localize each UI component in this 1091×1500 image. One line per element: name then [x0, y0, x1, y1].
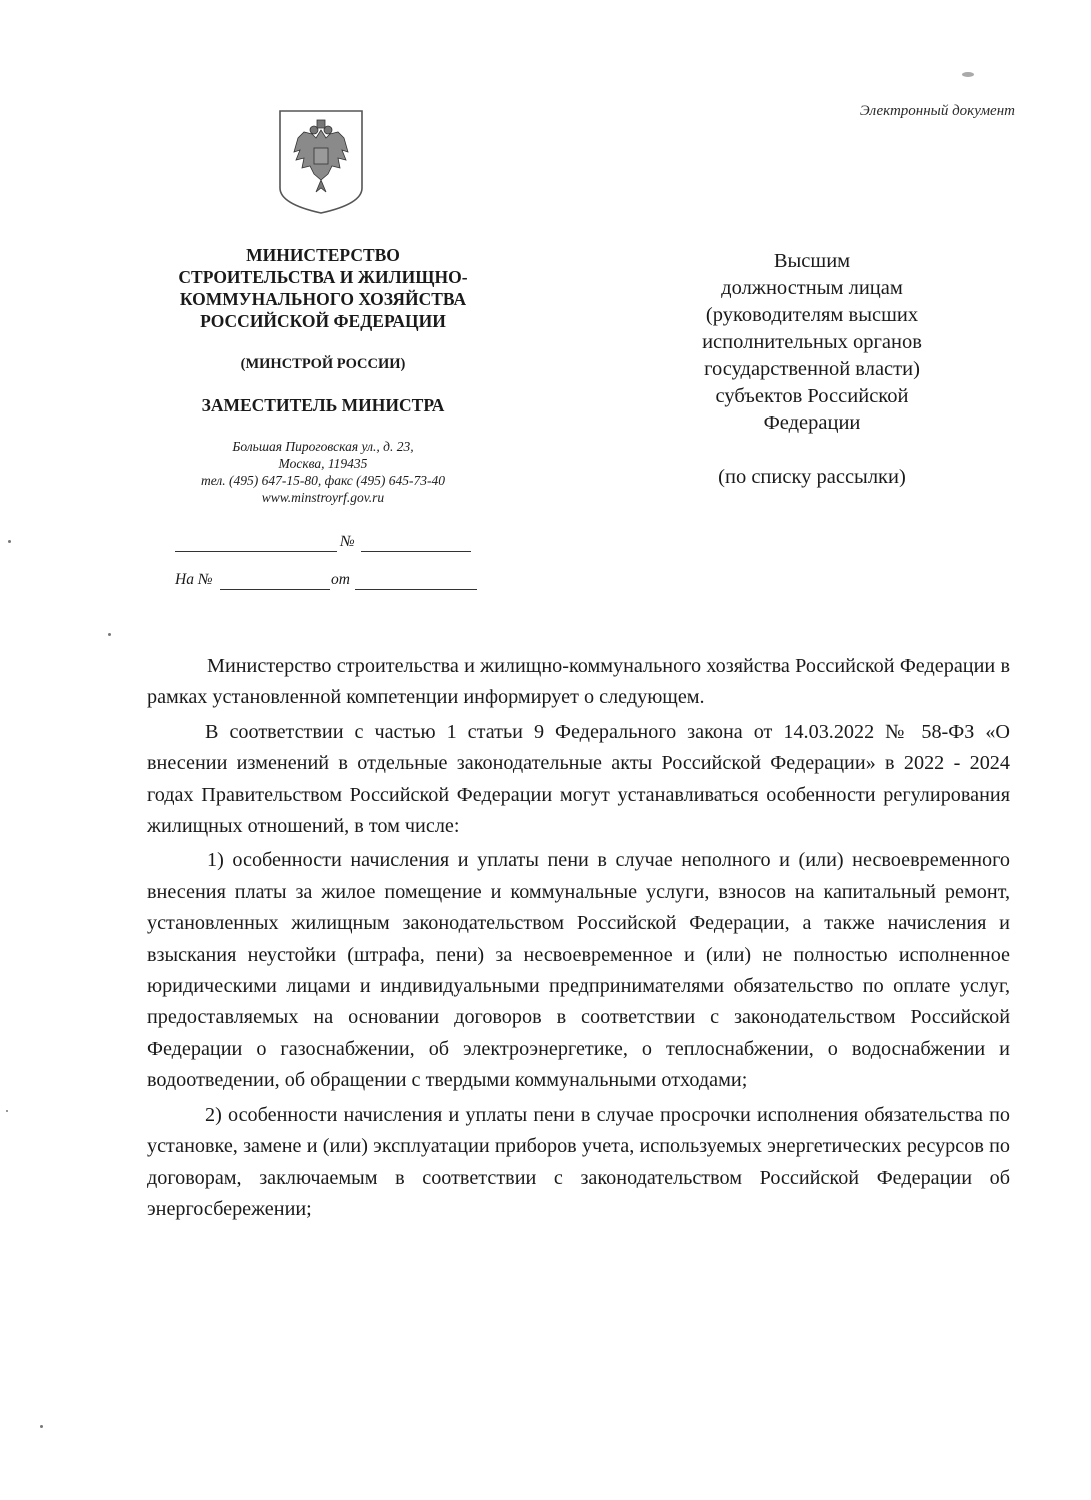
paragraph-law-reference: В соответствии с частью 1 статьи 9 Федерального закона от 14.03.2022 № 58-ФЗ «О внесении изменений в отдельные законодательные акты Российской Федерации» в 2022 - 2024 годах Правительством Российской Федерации могут устанавливаться особенности регулирования жилищных отношений, в том числе: — [147, 720, 1010, 838]
from-label: от — [331, 571, 350, 588]
scan-speck — [108, 633, 111, 636]
recipient-block: Высшим должностным лицам (руководителям высших исполнительных органов государственной власти) субъектов Российской Федерации (по списку рассылки) — [659, 248, 965, 491]
registration-number-line — [175, 533, 475, 555]
reference-line — [175, 571, 485, 593]
ministry-abbreviation: (МИНСТРОЙ РОССИИ) — [240, 356, 406, 372]
scan-speck — [8, 540, 11, 543]
paragraph-item-2: 2) особенности начисления и уплаты пени в случае просрочки исполнения обязательства по установке, замене и (или) эксплуатации приборов учета, используемых энергетических ресурсов по договорам, заключаемым в соответствии с законодательством Российской Федерации об энергосбережении; — [147, 1103, 1010, 1220]
russian-coat-of-arms-icon — [276, 108, 366, 216]
number-blank — [361, 551, 471, 552]
reference-label: На № — [175, 571, 213, 588]
mailing-list-note: (по списку рассылки) — [718, 466, 906, 488]
scan-speck — [962, 72, 974, 77]
letter-body — [147, 651, 1010, 1225]
scan-speck — [6, 1110, 8, 1112]
electronic-document-mark: Электронный документ — [859, 103, 1015, 119]
deputy-minister-title: ЗАМЕСТИТЕЛЬ МИНИСТРА — [201, 395, 445, 415]
scan-speck — [40, 1425, 43, 1428]
reference-date-blank — [355, 589, 477, 590]
sender-address: Большая Пироговская ул., д. 23, Москва, 119435 тел. (495) 647-15-80, факс (495) 645-73-40 www.minstroyrf.gov.ru — [200, 439, 445, 505]
date-blank — [175, 551, 337, 552]
paragraph-item-1: 1) особенности начисления и уплаты пени в случае неполного и (или) несвоевременного внесения платы за жилое помещение и коммунальные услуги, взносов на капитальный ремонт, установленных жилищным законодательством Российской Федерации, а также начисления и взыскания неустойки (штрафа, пени) за несвоевременное и (или) не полностью исполненное юридическими лицами и индивидуальными предпринимателями обязательство по оплате услуг, предоставляемых на основании договоров в соответствии с законодательством Российской Федерации о газоснабжении, об электроэнергетике, о теплоснабжении, о водоснабжении и водоотведении, об обращении с твердыми коммунальными отходами; — [147, 849, 1010, 1092]
number-sign: № — [340, 533, 355, 550]
paragraph-intro: Министерство строительства и жилищно-коммунального хозяйства Российской Федерации в рамках установленной компетенции информирует о следующем. — [147, 655, 1010, 709]
sender-block — [150, 244, 496, 506]
ministry-name: МИНИСТЕРСТВО СТРОИТЕЛЬСТВА И ЖИЛИЩНО- КОММУНАЛЬНОГО ХОЗЯЙСТВА РОССИЙСКОЙ ФЕДЕРАЦИИ — [178, 245, 468, 331]
reference-number-blank — [220, 589, 330, 590]
